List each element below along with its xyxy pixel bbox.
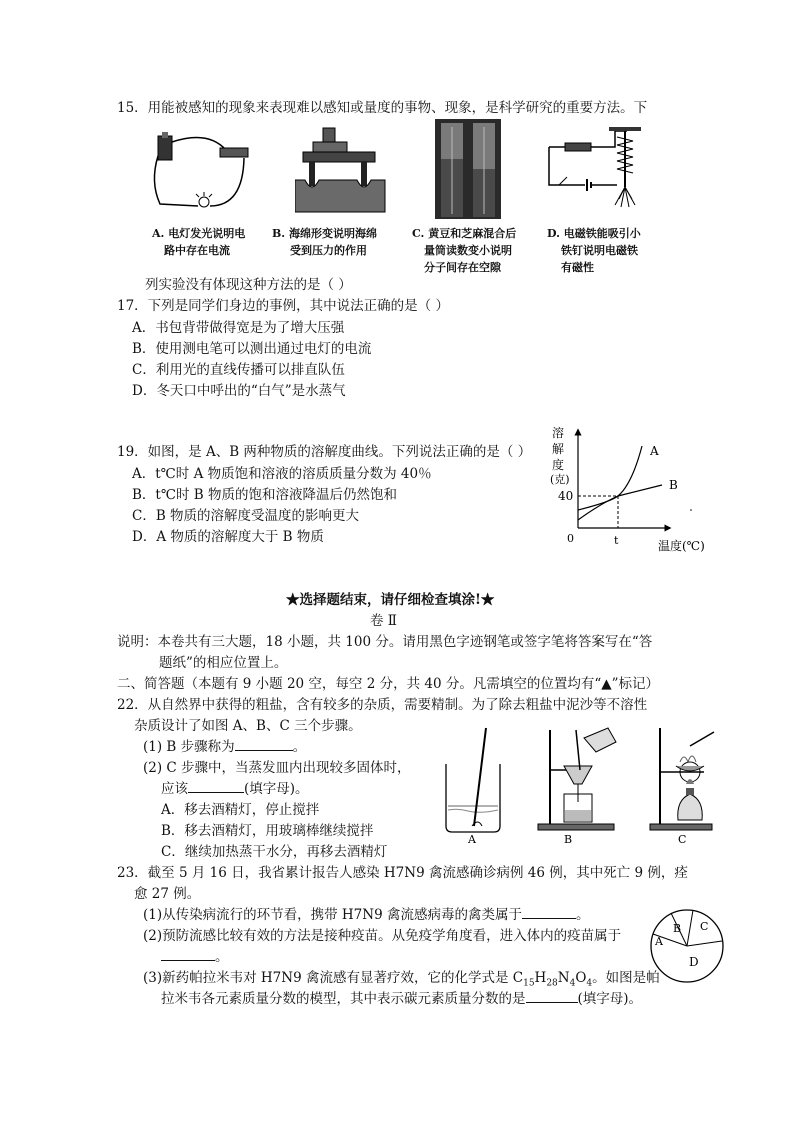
q15-stem-continued: 列实验没有体现这种方法的是（ ） [145,277,352,293]
ylabel-char-3: 度 [552,458,565,472]
ylabel-char-2: 解 [552,442,565,456]
q15-caption-a2: 路中存在电流 [164,244,230,257]
q23-sub3-line-2 [161,990,642,1008]
section-2-heading: 二、简答题（本题有 9 小题 20 空，每空 2 分，共 40 分。凡需填空的位置均有“▲”标记） [117,676,660,692]
formula-o: O [575,970,587,986]
q22-option-b: B．移去酒精灯，用玻璃棒继续搅拌 [161,823,374,839]
q15-caption-c1: C. 黄豆和芝麻混合后 [412,227,517,240]
q17-option-b: B．使用测电笔可以测出通过电灯的电流 [132,341,372,357]
q22-apparatus-figure [438,722,728,846]
q17-option-a: A．书包背带做得宽是为了增大压强 [132,320,345,336]
q19-stem: 19．如图，是 A、B 两种物质的溶解度曲线。下列说法正确的是（ ） [117,444,532,460]
volume-title: 卷 Ⅱ [370,613,397,629]
q15-figure-d-electromagnet [545,125,655,220]
q17-option-d: D．冬天口中呼出的“白气”是水蒸气 [132,383,346,399]
origin-label: 0 [567,532,574,545]
q22-option-a: A．移去酒精灯，停止搅拌 [161,802,320,818]
xlabel: 温度(℃) [658,539,705,553]
q15-figure-b-sponge [295,122,405,217]
ylabel-char-4: (克) [550,473,570,486]
formula-h-count: 28 [546,978,558,989]
q15-caption-d2: 铁钉说明电磁铁 [561,244,638,257]
apparatus-a-beaker [446,728,500,832]
q22-sub2-line-2 [161,780,309,798]
instructions-line-2: 题纸”的相应位置上。 [159,655,288,671]
q22-sub2-suffix: (填字母)。 [244,781,309,797]
q23-sub3-line2-suffix: (填字母)。 [577,991,643,1007]
instructions-line-1: 说明：本卷共有三大题，18 小题，共 100 分。请用黑色字迹钢笔或签字笔将答案写在“答 [117,634,653,650]
q23-sub3-mid: 。如图是帕 [592,970,660,986]
q22-sub1-suffix: 。 [292,739,307,755]
q23-sub2-suffix: 。 [215,949,229,965]
q23-pie-model [647,906,727,986]
q23-sub2-line-1: (2)预防流感比较有效的方法是接种疫苗。从免疫学角度看，进入体内的疫苗属于 [143,928,622,944]
q23-sub3-line2-prefix: 拉米韦各元素质量分数的模型，其中表示碳元素质量分数的是 [161,991,526,1007]
q15-caption-c3: 分子间存在空隙 [424,261,501,274]
pie-label-c: C [700,920,709,933]
apparatus-c-evaporation [650,728,714,830]
q22-sub2-prefix: 应该 [161,781,188,797]
q22-sub2-answer-blank[interactable] [188,780,244,793]
q19-option-a: A．t℃时 A 物质饱和溶液的溶质质量分数为 40％ [132,466,432,482]
apparatus-b-label: B [564,833,573,846]
q22-sub1-prefix: (1) B 步骤称为 [143,739,235,755]
q23-sub1-prefix: (1)从传染病流行的环节看，携带 H7N9 禽流感病毒的禽类属于 [143,907,522,923]
q22-sub1 [143,738,306,756]
q15-stem: 15．用能被感知的现象来表现难以感知或量度的事物、现象，是科学研究的重要方法。下 [117,100,648,116]
q17-option-c: C．利用光的直线传播可以排直队伍 [132,362,345,378]
q15-caption-b2: 受到压力的作用 [290,244,367,257]
end-of-choice-note: ★选择题结束，请仔细检查填涂!★ [286,592,495,608]
curve-b [578,485,662,520]
apparatus-b-filtration [538,728,616,830]
q19-option-b: B．t℃时 B 物质的饱和溶液降温后仍然饱和 [132,487,397,503]
q22-stem-line-2: 杂质设计了如图 A、B、C 三个步骤。 [134,718,362,734]
q19-option-c: C．B 物质的溶解度受温度的影响更大 [132,508,360,524]
apparatus-c-label: C [678,833,687,846]
q15-caption-d1: D. 电磁铁能吸引小 [547,227,641,240]
formula-o-count: 4 [586,978,593,989]
pie-label-d: D [689,955,699,969]
y-tick-40: 40 [558,489,574,503]
pie-label-a: A [655,935,663,948]
q15-caption-d3: 有磁性 [561,261,594,274]
q22-stem-line-1: 22．从自然界中获得的粗盐，含有较多的杂质，需要精制。为了除去粗盐中泥沙等不溶性 [117,697,648,713]
q23-sub2-line-2 [161,948,229,966]
q23-sub2-answer-blank[interactable] [161,948,215,961]
curve-b-label: B [669,478,678,492]
q23-sub1-answer-blank[interactable] [522,906,576,919]
q15-caption-a1: A. 电灯发光说明电 [152,227,246,240]
q22-option-c: C．继续加热蒸干水分，再移去酒精灯 [161,844,388,860]
formula-n: N [557,970,570,986]
q23-sub1 [143,906,589,924]
q15-figure-a-circuit [148,122,258,217]
ylabel-char-1: 溶 [552,426,565,440]
formula-h: H [534,970,547,986]
formula-n-count: 4 [569,978,576,989]
q15-caption-b1: B. 海绵形变说明海绵 [272,227,377,240]
q15-figure-c-cylinders [435,119,505,219]
q23-sub3-answer-blank[interactable] [526,990,578,1003]
q19-solubility-graph [550,420,720,560]
q22-sub1-answer-blank[interactable] [235,738,293,751]
pie-label-b: B [673,922,682,935]
q15-caption-c2: 量筒读数变小说明 [424,244,512,257]
q23-sub3-prefix: (3)新药帕拉米韦对 H7N9 禽流感有显著疗效，它的化学式是 C [143,970,524,986]
q23-sub1-suffix: 。 [575,907,590,923]
x-tick-t: t [614,534,619,547]
formula-c-count: 15 [523,978,535,989]
q17-stem: 17．下列是同学们身边的事例，其中说法正确的是（ ） [117,298,449,314]
curve-a-label: A [650,444,659,458]
apparatus-a-label: A [468,833,476,846]
q19-option-d: D．A 物质的溶解度大于 B 物质 [132,529,324,545]
q23-stem-line-1: 23．截至 5 月 16 日，我省累计报告人感染 H7N9 禽流感确诊病例 46 例，其中死亡 9 例，痊 [117,865,688,881]
q23-stem-line-2: 愈 27 例。 [134,886,201,902]
q22-sub2-line-1: (2) C 步骤中，当蒸发皿内出现较多固体时， [143,760,411,776]
